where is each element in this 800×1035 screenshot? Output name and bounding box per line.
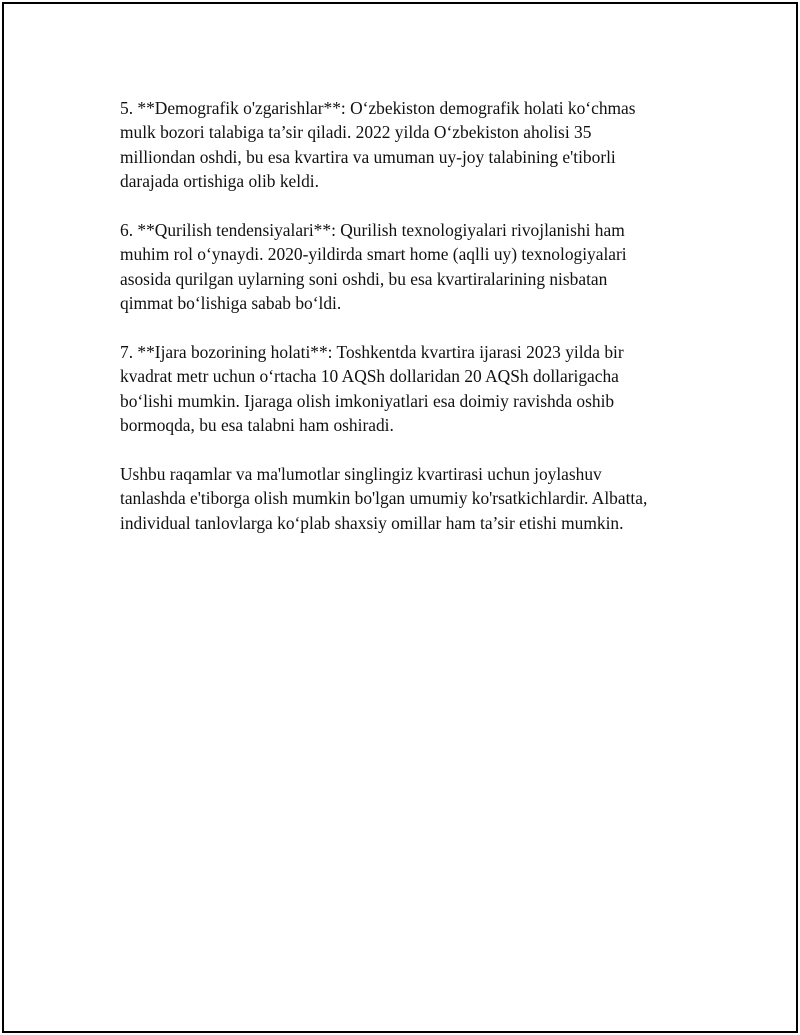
paragraph-rental-market	[120, 340, 720, 438]
document-body	[120, 96, 720, 560]
text-line: asosida qurilgan uylarning soni oshdi, bu esa kvartiralarining nisbatan	[120, 268, 608, 289]
text-line: 6. **Qurilish tendensiyalari**: Qurilish texnologiyalari rivojlanishi ham	[120, 220, 625, 241]
text-line: Ushbu raqamlar va ma'lumotlar singlingiz kvartirasi uchun joylashuv	[120, 464, 602, 485]
text-line: kvadrat metr uchun o‘rtacha 10 AQSh dollaridan 20 AQSh dollarigacha	[120, 366, 619, 387]
text-line: milliondan oshdi, bu esa kvartira va umuman uy-joy talabining e'tiborli	[120, 146, 616, 167]
document-page	[2, 2, 798, 1033]
paragraph-construction-trends	[120, 218, 720, 316]
paragraph-conclusion	[120, 462, 720, 535]
paragraph-demographic-changes	[120, 96, 720, 194]
text-line: muhim rol o‘ynaydi. 2020-yildirda smart home (aqlli uy) texnologiyalari	[120, 244, 627, 265]
text-line: qimmat bo‘lishiga sabab bo‘ldi.	[120, 293, 342, 314]
text-line: 7. **Ijara bozorining holati**: Toshkentda kvartira ijarasi 2023 yilda bir	[120, 342, 624, 363]
text-line: bo‘lishi mumkin. Ijaraga olish imkoniyatlari esa doimiy ravishda oshib	[120, 390, 615, 411]
text-line: bormoqda, bu esa talabni ham oshiradi.	[120, 415, 394, 436]
text-line: darajada ortishiga olib keldi.	[120, 171, 319, 192]
text-line: individual tanlovlarga ko‘plab shaxsiy omillar ham ta’sir etishi mumkin.	[120, 512, 624, 533]
text-line: mulk bozori talabiga ta’sir qiladi. 2022 yilda O‘zbekiston aholisi 35	[120, 122, 592, 143]
text-line: 5. **Demografik o'zgarishlar**: O‘zbekiston demografik holati ko‘chmas	[120, 98, 636, 118]
text-line: tanlashda e'tiborga olish mumkin bo'lgan umumiy ko'rsatkichlardir. Albatta,	[120, 488, 648, 509]
